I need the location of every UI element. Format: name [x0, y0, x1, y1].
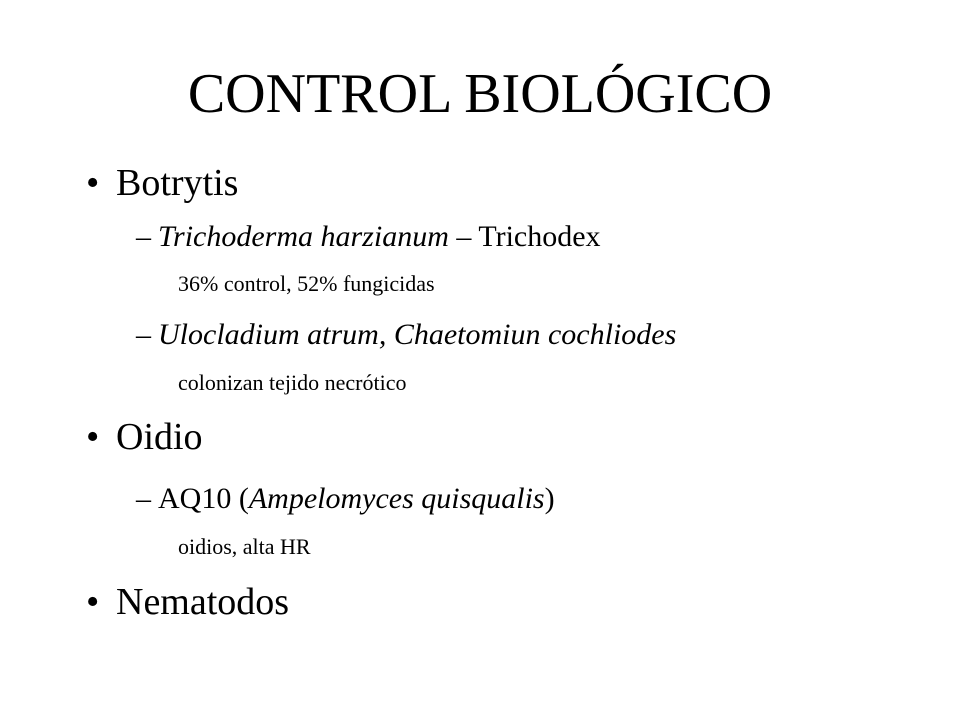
product-name: – Trichodex — [448, 220, 601, 253]
bullet-glyph: • — [86, 162, 100, 204]
dash-glyph: – — [136, 220, 151, 253]
sub-item-note: 36% control, 52% fungicidas — [178, 271, 435, 296]
sub-item-aq10 — [136, 484, 555, 514]
product-name: AQ10 ( — [158, 482, 249, 515]
species-name: Ulocladium atrum, Chaetomiun cochliodes — [158, 318, 677, 351]
sub-item-ulocladium — [136, 320, 676, 350]
sub-item-note: oidios, alta HR — [178, 534, 311, 559]
sub-item-trichoderma — [136, 222, 601, 252]
bullet-item-botrytis — [86, 164, 238, 202]
bullet-item-nematodos — [86, 583, 289, 621]
bullet-label: Oidio — [116, 416, 203, 458]
bullet-glyph: • — [86, 581, 100, 623]
species-name: Ampelomyces quisqualis — [248, 482, 545, 515]
bullet-label: Nematodos — [116, 581, 290, 623]
bullet-glyph: • — [86, 416, 100, 458]
species-name: Trichoderma harzianum — [158, 220, 449, 253]
bullet-item-oidio — [86, 418, 203, 456]
sub-item-note: colonizan tejido necrótico — [178, 370, 407, 395]
slide-title: CONTROL BIOLÓGICO — [187, 63, 773, 125]
dash-glyph: – — [136, 482, 151, 515]
dash-glyph: – — [136, 318, 151, 351]
bullet-label: Botrytis — [116, 162, 239, 204]
closing-paren: ) — [544, 482, 555, 515]
